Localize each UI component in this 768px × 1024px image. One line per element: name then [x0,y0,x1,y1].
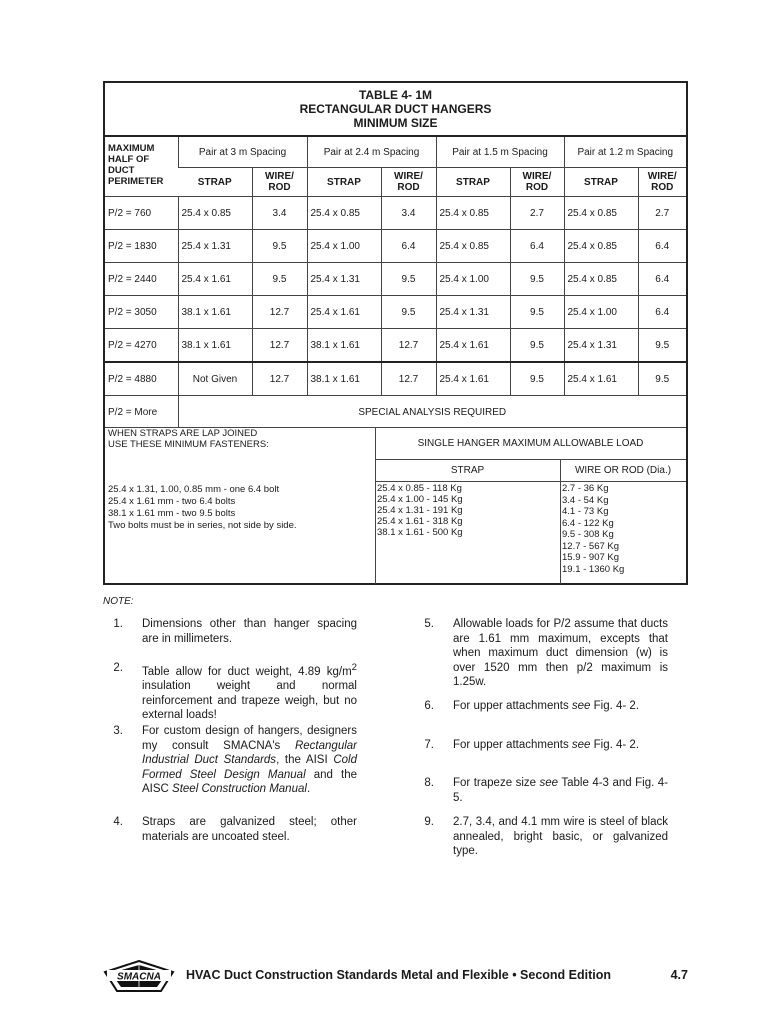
wire-rod-size-cell: 9.5 [252,263,307,296]
perimeter-cell: P/2 = 1830 [105,230,178,263]
table-row [105,296,686,329]
wire-load-item: 6.4 - 122 Kg [562,517,614,529]
note-text: For upper attachments see Fig. 4- 2. [453,739,640,751]
load-strap-header: STRAP [375,459,561,481]
wire-load-list [562,483,682,575]
strap-column-header: STRAP [564,168,638,197]
spacing-header: Pair at 1.2 m Spacing [564,137,686,168]
strap-load-list [377,483,558,538]
lap-joint-heading: WHEN STRAPS ARE LAP JOINED USE THESE MINIMUM FASTENERS: [108,428,269,450]
table-row [105,263,686,296]
wire-rod-size-cell: 6.4 [381,230,436,263]
table-row [105,197,686,230]
note-text: Straps are galvanized steel; other materials are uncoated steel. [142,816,357,843]
note-text: 2.7, 3.4, and 4.1 mm wire is steel of black annealed, bright basic, or galvanized type. [453,816,668,857]
wire-rod-size-cell: 9.5 [510,296,564,329]
fastener-item: Two bolts must be in series, not side by side. [108,520,297,531]
svg-text:SMACNA: SMACNA [117,971,161,983]
allowable-load-table [375,428,686,584]
note-text: Allowable loads for P/2 assume that ducts are 1.61 mm maximum, excepts that when maximum duct dimension (w) is over 1520 mm then p/2 maximum is 1.25w. [453,618,668,688]
note-number: 6. [424,700,434,712]
page-number: 4.7 [670,968,688,982]
strap-size-cell: 25.4 x 1.00 [436,263,510,296]
wire-rod-size-cell: 9.5 [381,263,436,296]
wire-load-item: 15.9 - 907 Kg [562,552,620,563]
strap-size-cell: 38.1 x 1.61 [178,329,252,363]
wire-rod-size-cell: 12.7 [252,296,307,329]
strap-size-cell: 25.4 x 0.85 [564,197,638,230]
wire-load-item: 2.7 - 36 Kg [562,483,609,494]
wire-load-item: 4.1 - 73 Kg [562,506,609,517]
wire-rod-column-header: WIRE/ ROD [381,168,436,197]
note-label: NOTE: [103,596,134,607]
wire-rod-size-cell: 12.7 [252,362,307,396]
lap-joint-fasteners [105,428,376,584]
strap-size-cell: 25.4 x 1.61 [564,362,638,396]
strap-size-cell: 25.4 x 0.85 [436,197,510,230]
strap-size-cell: 25.4 x 1.61 [307,296,381,329]
table-row [105,230,686,263]
strap-size-cell: 25.4 x 1.61 [436,329,510,363]
spacing-header: Pair at 3 m Spacing [178,137,307,168]
wire-load-item: 3.4 - 54 Kg [562,494,609,506]
wire-rod-size-cell: 9.5 [252,230,307,263]
spacing-header: Pair at 1.5 m Spacing [436,137,564,168]
wire-rod-size-cell: 12.7 [381,329,436,363]
strap-size-cell: 25.4 x 1.00 [564,296,638,329]
smacna-logo-icon [103,960,175,992]
strap-column-header: STRAP [178,168,252,197]
wire-rod-size-cell: 9.5 [510,329,564,363]
strap-size-cell: 25.4 x 1.61 [178,263,252,296]
table-row [105,329,686,363]
fastener-item: 25.4 x 1.61 mm - two 6.4 bolts [108,496,236,507]
strap-size-cell: 25.4 x 1.61 [436,362,510,396]
wire-rod-column-header: WIRE/ ROD [510,168,564,197]
strap-size-cell: 38.1 x 1.61 [307,329,381,363]
strap-size-cell: 25.4 x 1.31 [436,296,510,329]
strap-size-cell: 25.4 x 1.31 [178,230,252,263]
table-row [105,362,686,396]
note-number: 4. [113,816,123,828]
strap-load-item: 25.4 x 1.31 - 191 Kg [377,505,463,516]
note-number: 8. [424,777,434,789]
load-wire-header: WIRE OR ROD (Dia.) [574,464,672,476]
note-number: 7. [424,739,434,751]
strap-load-item: 38.1 x 1.61 - 500 Kg [377,527,463,538]
wire-rod-size-cell: 6.4 [638,263,686,296]
wire-rod-size-cell: 12.7 [252,329,307,363]
more-label: P/2 = More [108,406,158,418]
wire-rod-size-cell: 9.5 [381,296,436,329]
fastener-list [108,484,297,532]
wire-load-item: 19.1 - 1360 Kg [562,563,625,575]
spacing-header: Pair at 2.4 m Spacing [307,137,436,168]
note-text: Dimensions other than hanger spacing are in millimeters. [142,618,357,645]
strap-size-cell: 38.1 x 1.61 [178,296,252,329]
wire-rod-size-cell: 2.7 [510,197,564,230]
wire-load-item: 9.5 - 308 Kg [562,529,614,540]
note-number: 1. [113,618,123,630]
strap-size-cell: 25.4 x 1.31 [307,263,381,296]
note-number: 9. [424,816,434,828]
max-half-perimeter-header: MAXIMUM HALF OF DUCT PERIMETER [105,137,178,197]
table-subheading: MINIMUM SIZE [353,116,438,130]
wire-rod-size-cell: 9.5 [638,362,686,396]
footer-title: HVAC Duct Construction Standards Metal and Flexible • Second Edition [186,968,612,982]
perimeter-cell: P/2 = 760 [105,197,178,230]
wire-rod-size-cell: 6.4 [510,230,564,263]
table-heading: RECTANGULAR DUCT HANGERS [299,102,492,116]
wire-rod-column-header: WIRE/ ROD [252,168,307,197]
perimeter-cell: P/2 = 4270 [105,329,178,363]
strap-size-cell: 25.4 x 0.85 [307,197,381,230]
strap-size-cell: 25.4 x 0.85 [436,230,510,263]
table-title [105,83,686,137]
hanger-table [103,81,688,585]
page-footer [103,958,688,994]
wire-rod-size-cell: 3.4 [252,197,307,230]
strap-size-cell: 25.4 x 0.85 [178,197,252,230]
wire-load-item: 12.7 - 567 Kg [562,540,620,552]
strap-size-cell: Not Given [178,362,252,396]
strap-column-header: STRAP [307,168,381,197]
wire-rod-size-cell: 9.5 [510,263,564,296]
note-text: For upper attachments see Fig. 4- 2. [453,700,640,712]
wire-rod-size-cell: 9.5 [638,329,686,363]
table-number: TABLE 4- 1M [358,88,433,102]
wire-rod-size-cell: 9.5 [510,362,564,396]
perimeter-cell: P/2 = 3050 [105,296,178,329]
wire-rod-size-cell: 6.4 [638,296,686,329]
fastener-item: 38.1 x 1.61 mm - two 9.5 bolts [108,508,236,519]
allowable-load-heading: SINGLE HANGER MAXIMUM ALLOWABLE LOAD [375,428,686,460]
strap-size-cell: 25.4 x 0.85 [564,230,638,263]
strap-column-header: STRAP [436,168,510,197]
strap-load-item: 25.4 x 1.61 - 318 Kg [377,516,463,527]
note-text: For custom design of hangers, designers my consult SMACNA's Rectangular Industrial Duct Standards, the AISI Cold Formed Steel Design Manual and the AISC Steel Construction Manual. [142,725,357,795]
wire-rod-column-header: WIRE/ ROD [638,168,686,197]
wire-rod-size-cell: 12.7 [381,362,436,396]
fastener-and-load-section [105,427,686,584]
strap-size-cell: 25.4 x 1.31 [564,329,638,363]
note-number: 5. [424,618,434,630]
perimeter-cell: P/2 = 4880 [105,362,178,396]
strap-load-item: 25.4 x 1.00 - 145 Kg [377,494,463,505]
fastener-item: 25.4 x 1.31, 1.00, 0.85 mm - one 6.4 bolt [108,484,280,495]
note-number: 3. [113,725,123,737]
perimeter-cell: P/2 = 2440 [105,263,178,296]
note-text: For trapeze size see Table 4-3 and Fig. 4- 5. [453,777,668,804]
hanger-size-grid [105,137,686,428]
strap-load-item: 25.4 x 0.85 - 118 Kg [377,483,462,494]
wire-rod-size-cell: 6.4 [638,230,686,263]
strap-size-cell: 25.4 x 1.00 [307,230,381,263]
strap-size-cell: 38.1 x 1.61 [307,362,381,396]
wire-rod-size-cell: 3.4 [381,197,436,230]
note-number: 2. [113,662,123,674]
wire-rod-size-cell: 2.7 [638,197,686,230]
strap-size-cell: 25.4 x 0.85 [564,263,638,296]
note-text: Table allow for duct weight, 4.89 $kg/m^2$ insulation weight and normal reinforcement and trapeze weigh, but no external loads! [142,662,357,722]
special-analysis-note: SPECIAL ANALYSIS REQUIRED [178,396,686,429]
